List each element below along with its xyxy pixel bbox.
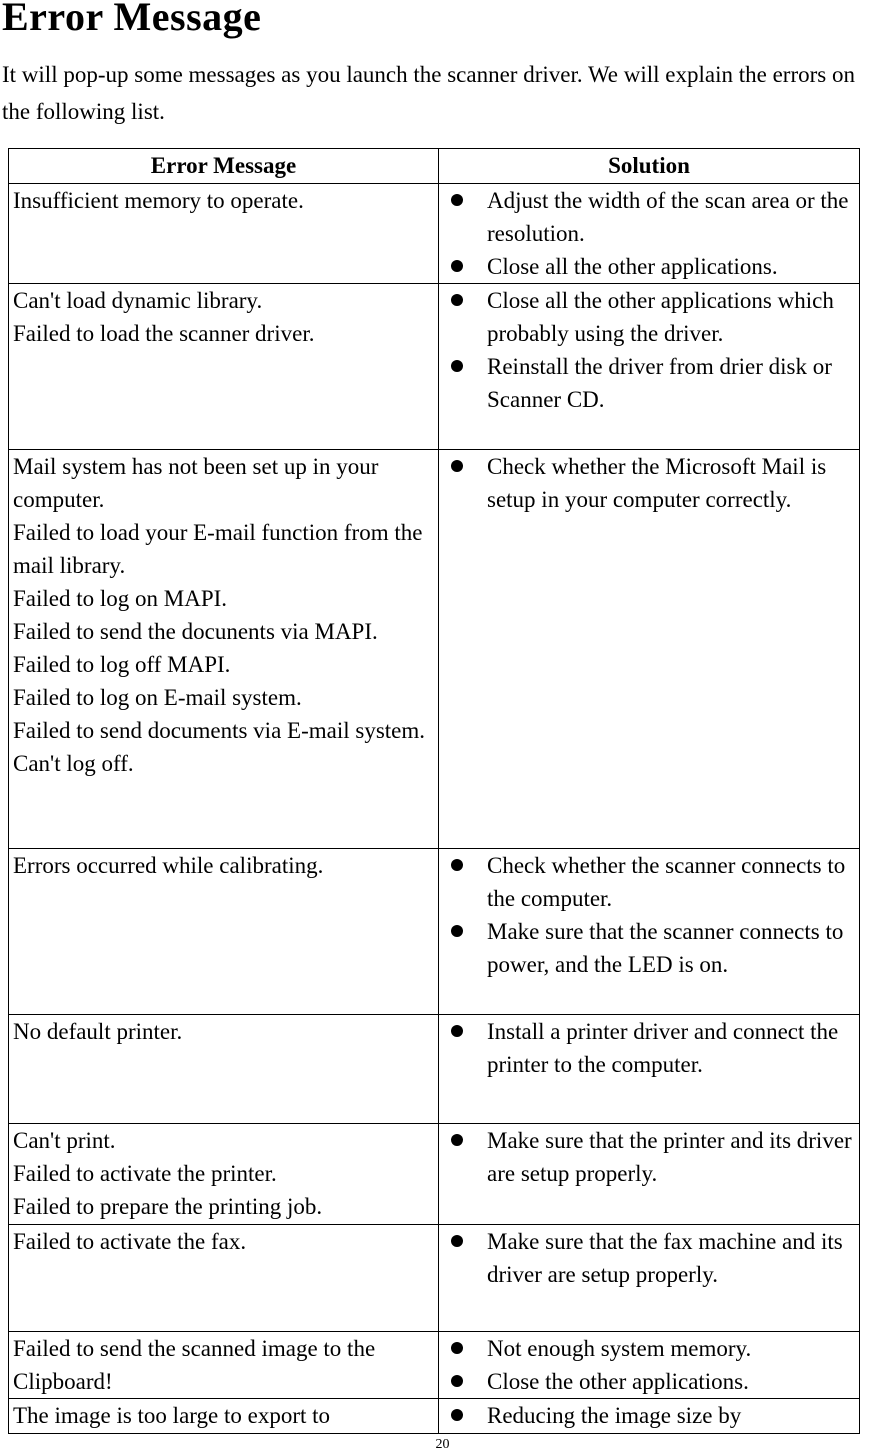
solution-text: Reducing the image size by (487, 1403, 742, 1428)
error-cell (9, 450, 439, 849)
page-number: 20 (435, 1437, 450, 1452)
error-message: Can't load dynamic library. (13, 288, 263, 313)
header-row (9, 149, 860, 184)
solution-item (451, 184, 855, 250)
error-message: Failed to log on MAPI. (13, 586, 228, 611)
solution-text: Make sure that the scanner connects to power, and the LED is on. (487, 919, 844, 977)
error-message: Failed to log off MAPI. (13, 652, 231, 677)
solution-cell (439, 1332, 860, 1399)
solution-text: Install a printer driver and connect the printer to the computer. (487, 1019, 839, 1077)
header-error-message: Error Message (9, 149, 439, 184)
table-row (9, 1124, 860, 1225)
solution-list (439, 1399, 859, 1432)
table-row (9, 1225, 860, 1332)
solution-cell (439, 1124, 860, 1225)
error-message: Errors occurred while calibrating. (13, 853, 324, 878)
solution-text: Close all the other applications which probably using the driver. (487, 288, 834, 346)
solution-text: Adjust the width of the scan area or the resolution. (487, 188, 849, 246)
error-message: Failed to load your E-mail function from the mail library. (13, 520, 423, 578)
table-row (9, 849, 860, 1015)
header-solution: Solution (439, 149, 860, 184)
solution-cell (439, 184, 860, 284)
solution-list (439, 450, 859, 516)
table-row (9, 284, 860, 450)
error-cell (9, 849, 439, 1015)
error-cell (9, 284, 439, 450)
error-message: Failed to log on E-mail system. (13, 685, 302, 710)
error-cell (9, 1015, 439, 1124)
solution-item (451, 915, 855, 981)
error-cell (9, 184, 439, 284)
solution-cell (439, 1015, 860, 1124)
solution-cell (439, 849, 860, 1015)
solution-cell (439, 1399, 860, 1434)
error-cell (9, 1225, 439, 1332)
error-message: Failed to load the scanner driver. (13, 321, 315, 346)
solution-text: Close the other applications. (487, 1369, 749, 1394)
bullet-icon (451, 460, 463, 472)
solution-cell (439, 1225, 860, 1332)
error-message: Can't log off. (13, 751, 134, 776)
error-message: Failed to send documents via E-mail system. (13, 718, 426, 743)
bullet-icon (451, 1375, 463, 1387)
solution-item (451, 1225, 855, 1291)
solution-text: Reinstall the driver from drier disk or Scanner CD. (487, 354, 832, 412)
error-message: Can't print. (13, 1128, 116, 1153)
error-cell (9, 1399, 439, 1434)
error-message: The image is too large to export to (13, 1403, 331, 1428)
solution-cell (439, 450, 860, 849)
bullet-icon (451, 1025, 463, 1037)
bullet-icon (451, 1235, 463, 1247)
solution-list (439, 849, 859, 981)
solution-item (451, 1124, 855, 1190)
solution-text: Make sure that the fax machine and its driver are setup properly. (487, 1229, 843, 1287)
solution-item (451, 849, 855, 915)
error-message: Failed to send the docunents via MAPI. (13, 619, 378, 644)
error-cell (9, 1332, 439, 1399)
solution-list (439, 1124, 859, 1190)
bullet-icon (451, 294, 463, 306)
solution-item (451, 1399, 855, 1432)
error-table-header (9, 149, 860, 184)
table-row (9, 450, 860, 849)
bullet-icon (451, 1409, 463, 1421)
error-table (8, 148, 860, 1434)
table-row (9, 1399, 860, 1434)
error-message: Failed to activate the printer. (13, 1161, 277, 1186)
intro-paragraph: It will pop-up some messages as you launch the scanner driver. We will explain the errors on the following list. (2, 62, 855, 124)
solution-item (451, 450, 855, 516)
error-message: No default printer. (13, 1019, 183, 1044)
solution-text: Make sure that the printer and its driver are setup properly. (487, 1128, 852, 1186)
error-message: Failed to prepare the printing job. (13, 1194, 323, 1219)
bullet-icon (451, 1342, 463, 1354)
solution-list (439, 1332, 859, 1398)
page-title: Error Message (2, 0, 262, 39)
bullet-icon (451, 859, 463, 871)
error-message: Mail system has not been set up in your computer. (13, 454, 379, 512)
solution-item (451, 1332, 855, 1365)
error-message: Failed to send the scanned image to the Clipboard! (13, 1336, 376, 1394)
solution-cell (439, 284, 860, 450)
bullet-icon (451, 925, 463, 937)
bullet-icon (451, 360, 463, 372)
solution-list (439, 1225, 859, 1291)
bullet-icon (451, 260, 463, 272)
table-row (9, 1015, 860, 1124)
error-message: Failed to activate the fax. (13, 1229, 247, 1254)
solution-text: Check whether the Microsoft Mail is setup in your computer correctly. (487, 454, 827, 512)
solution-item (451, 350, 855, 416)
table-row (9, 1332, 860, 1399)
solution-item (451, 250, 855, 283)
solution-item (451, 284, 855, 350)
bullet-icon (451, 194, 463, 206)
error-message: Insufficient memory to operate. (13, 188, 304, 213)
solution-list (439, 1015, 859, 1081)
solution-text: Close all the other applications. (487, 254, 778, 279)
error-cell (9, 1124, 439, 1225)
table-row (9, 184, 860, 284)
solution-list (439, 184, 859, 283)
solution-item (451, 1365, 855, 1398)
solution-text: Check whether the scanner connects to the computer. (487, 853, 846, 911)
solution-list (439, 284, 859, 416)
bullet-icon (451, 1134, 463, 1146)
solution-item (451, 1015, 855, 1081)
solution-text: Not enough system memory. (487, 1336, 752, 1361)
